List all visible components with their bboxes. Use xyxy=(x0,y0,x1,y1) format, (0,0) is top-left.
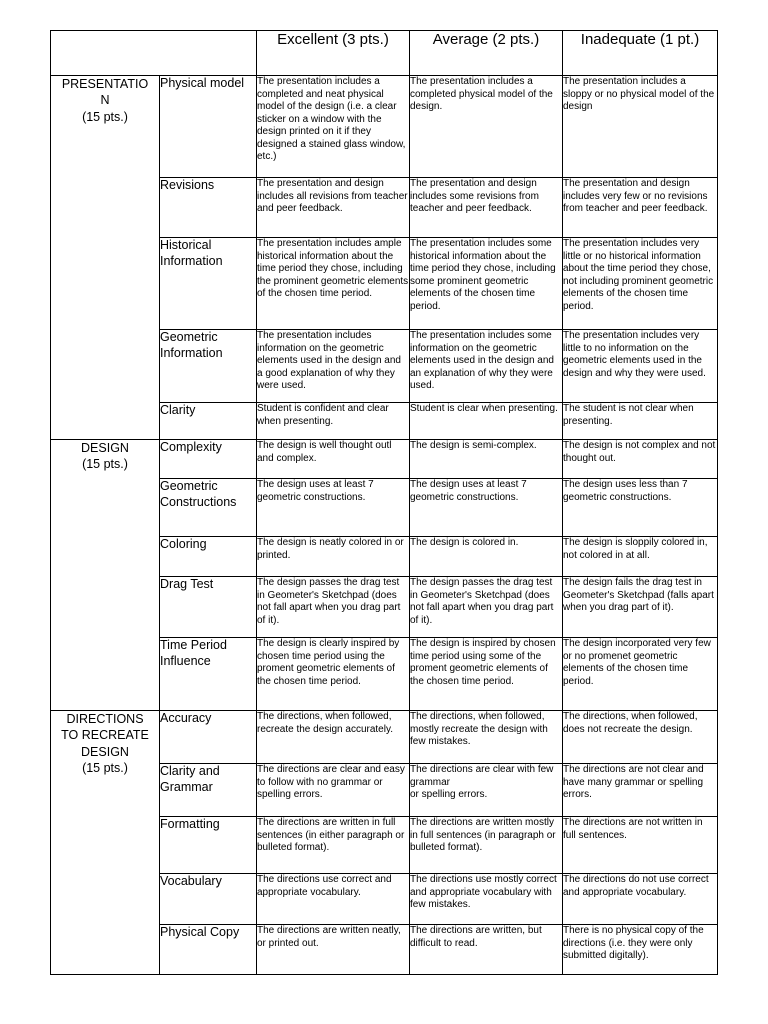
average-cell: The directions are clear with few grammar or spelling errors. xyxy=(410,764,563,817)
average-cell: The presentation and design includes some revisions from teacher and peer feedback. xyxy=(410,178,563,238)
category-name-line: N xyxy=(100,93,110,108)
average-cell: The design is colored in. xyxy=(410,537,563,577)
excellent-cell: The directions use correct and appropriate vocabulary. xyxy=(257,874,410,925)
excellent-cell: The design passes the drag test in Geometer's Sketchpad (does not fall apart when you drag part of it). xyxy=(257,577,410,638)
header-inadequate: Inadequate (1 pt.) xyxy=(563,31,718,76)
average-cell: The directions, when followed, mostly recreate the design with few mistakes. xyxy=(410,711,563,764)
rubric-table xyxy=(50,30,718,975)
inadequate-cell: The presentation and design includes very few or no revisions from teacher and peer feedback. xyxy=(563,178,718,238)
average-cell: The presentation includes some information on the geometric elements used in the design and an explanation of why they were used. xyxy=(410,330,563,403)
criterion-historical-information: Historical Information xyxy=(160,238,257,330)
inadequate-cell: The directions, when followed, does not recreate the design. xyxy=(563,711,718,764)
category-points: (15 pts.) xyxy=(82,760,128,775)
average-cell: The directions are written, but difficult to read. xyxy=(410,925,563,975)
excellent-cell: The directions are written neatly, or printed out. xyxy=(257,925,410,975)
criterion-revisions: Revisions xyxy=(160,178,257,238)
criterion-complexity: Complexity xyxy=(160,440,257,479)
inadequate-cell: The presentation includes very little or no historical information about the time period they chose, not including prominent geometric elements of the chosen time period. xyxy=(563,238,718,330)
inadequate-cell: The directions are not clear and have many grammar or spelling errors. xyxy=(563,764,718,817)
category-presentation xyxy=(51,76,160,440)
excellent-cell: The presentation includes information on the geometric elements used in the design and a good explanation of why they were used. xyxy=(257,330,410,403)
excellent-cell: The directions are clear and easy to follow with no grammar or spelling errors. xyxy=(257,764,410,817)
category-points: (15 pts.) xyxy=(82,109,128,124)
criterion-clarity: Clarity xyxy=(160,403,257,440)
excellent-cell: The design is well thought outl and complex. xyxy=(257,440,410,479)
criterion-physical-model: Physical model xyxy=(160,76,257,178)
average-cell: The presentation includes a completed physical model of the design. xyxy=(410,76,563,178)
category-name-line: PRESENTATIO xyxy=(61,77,149,91)
header-row xyxy=(51,31,718,76)
average-cell: The design is inspired by chosen time period using some of the proment geometric elements of the chosen time period. xyxy=(410,638,563,711)
category-design xyxy=(51,440,160,711)
average-cell: Student is clear when presenting. xyxy=(410,403,563,440)
criterion-physical-copy: Physical Copy xyxy=(160,925,257,975)
excellent-cell: The directions are written in full sentences (in either paragraph or bulleted format). xyxy=(257,817,410,874)
inadequate-cell: The design is not complex and not thought out. xyxy=(563,440,718,479)
table-row xyxy=(51,711,718,764)
excellent-cell: The design uses at least 7 geometric constructions. xyxy=(257,479,410,537)
excellent-cell: The presentation includes a completed and neat physical model of the design (i.e. a clear sticker on a window with the design printed on it if they designed a stained glass window, etc.) xyxy=(257,76,410,178)
average-cell: The design uses at least 7 geometric constructions. xyxy=(410,479,563,537)
table-row xyxy=(51,76,718,178)
inadequate-cell: The design fails the drag test in Geometer's Sketchpad (falls apart when you drag part of it). xyxy=(563,577,718,638)
inadequate-cell: The design is sloppily colored in, not colored in at all. xyxy=(563,537,718,577)
header-average: Average (2 pts.) xyxy=(410,31,563,76)
average-cell: The presentation includes some historical information about the time period they chose, including some prominent geometric elements of the chosen time period. xyxy=(410,238,563,330)
criterion-drag-test: Drag Test xyxy=(160,577,257,638)
inadequate-cell: The directions are not written in full sentences. xyxy=(563,817,718,874)
category-points: (15 pts.) xyxy=(82,457,128,472)
category-name-line: DIRECTIONS xyxy=(66,712,144,726)
table-row xyxy=(51,440,718,479)
category-name-line: DESIGN xyxy=(81,744,129,759)
criterion-clarity-and-grammar: Clarity and Grammar xyxy=(160,764,257,817)
criterion-geometric-information: Geometric Information xyxy=(160,330,257,403)
inadequate-cell: The presentation includes very little to no information on the geometric elements used in the design and why they were used. xyxy=(563,330,718,403)
inadequate-cell: The directions do not use correct and appropriate vocabulary. xyxy=(563,874,718,925)
category-directions xyxy=(51,711,160,975)
category-name-line: DESIGN xyxy=(81,441,129,455)
average-cell: The design passes the drag test in Geometer's Sketchpad (does not fall apart when you drag part of it). xyxy=(410,577,563,638)
inadequate-cell: The design uses less than 7 geometric constructions. xyxy=(563,479,718,537)
criterion-formatting: Formatting xyxy=(160,817,257,874)
criterion-accuracy: Accuracy xyxy=(160,711,257,764)
criterion-vocabulary: Vocabulary xyxy=(160,874,257,925)
average-cell: The directions use mostly correct and appropriate vocabulary with few mistakes. xyxy=(410,874,563,925)
excellent-cell: The directions, when followed, recreate the design accurately. xyxy=(257,711,410,764)
inadequate-cell: The student is not clear when presenting. xyxy=(563,403,718,440)
category-name-line: TO RECREATE xyxy=(61,728,149,743)
excellent-cell: The presentation includes ample historical information about the time period they chose, including the prominent geometric elements of the chosen time period. xyxy=(257,238,410,330)
header-blank-cell xyxy=(51,31,257,76)
criterion-geometric-constructions: Geometric Constructions xyxy=(160,479,257,537)
excellent-cell: Student is confident and clear when presenting. xyxy=(257,403,410,440)
criterion-coloring: Coloring xyxy=(160,537,257,577)
average-cell: The design is semi-complex. xyxy=(410,440,563,479)
inadequate-cell: The presentation includes a sloppy or no physical model of the design xyxy=(563,76,718,178)
header-excellent: Excellent (3 pts.) xyxy=(257,31,410,76)
inadequate-cell: There is no physical copy of the directions (i.e. they were only submitted digitally). xyxy=(563,925,718,975)
excellent-cell: The design is neatly colored in or printed. xyxy=(257,537,410,577)
excellent-cell: The design is clearly inspired by chosen time period using the proment geometric elements of the chosen time period. xyxy=(257,638,410,711)
average-cell: The directions are written mostly in full sentences (in paragraph or bulleted format). xyxy=(410,817,563,874)
excellent-cell: The presentation and design includes all revisions from teacher and peer feedback. xyxy=(257,178,410,238)
inadequate-cell: The design incorporated very few or no promenet geometric elements of the chosen time period. xyxy=(563,638,718,711)
criterion-time-period-influence: Time Period Influence xyxy=(160,638,257,711)
